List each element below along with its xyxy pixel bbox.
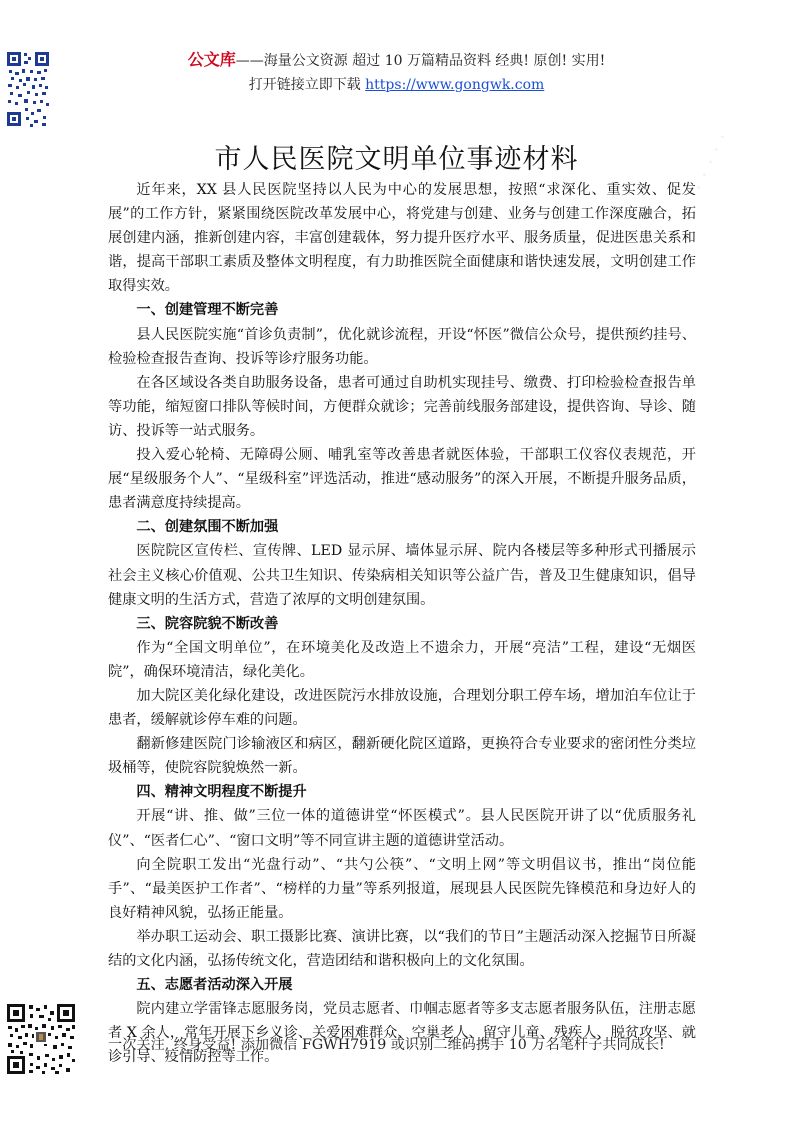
paragraph: 县人民医院实施“首诊负责制”，优化就诊流程，开设“怀医”微信公众号，提供预约挂号、检验检查报告查询、投诉等诊疗服务功能。 <box>108 326 696 367</box>
site-banner <box>0 48 793 97</box>
section-heading: 四、精神文明程度不断提升 <box>136 784 307 801</box>
document-body <box>108 178 696 1069</box>
paragraph: 翻新修建医院门诊输液区和病区，翻新硬化院区道路，更换符合专业要求的密闭性分类垃圾桶等，使院容院貌焕然一新。 <box>108 736 696 777</box>
section-heading: 三、院容院貌不断改善 <box>136 615 279 632</box>
paragraph: 院内建立学雷锋志愿服务岗，党员志愿者、巾帼志愿者等多支志愿者服务队伍，注册志愿者 X 余人，常年开展下乡义诊、关爱困难群众、空巢老人、留守儿童、残疾人、脱贫攻坚、就诊引导、疫情防控等工作。 <box>108 1001 696 1066</box>
footer-note: 一次关注, 终身受益! 添加微信 FGWH7919 或识别二维码携手 10 万名笔杆子共同成长! <box>108 1037 665 1053</box>
paragraph: 向全院职工发出“光盘行动”、“共勺公筷”、“文明上网”等文明倡议书，推出“岗位能手”、“最美医护工作者”、“榜样的力量”等系列报道，展现县人民医院先锋模范和身边好人的良好精神风貌，弘扬正能量。 <box>108 856 696 921</box>
intro-paragraph: 近年来，XX 县人民医院坚持以人民为中心的发展思想，按照“求深化、重实效、促发展”的工作方针，紧紧围绕医院改革发展中心，将党建与创建、业务与创建工作深度融合，拓展创建内涵，推新创建内容，丰富创建载体，努力提升医疗水平、服务质量，促进医患关系和谐，提高干部职工素质及整体文明程度，有力助推医院全面健康和谐快速发展，文明创建工作取得实效。 <box>108 182 696 295</box>
site-link[interactable]: https://www.gongwk.com <box>365 77 545 93</box>
banner-row-2 <box>0 73 793 97</box>
paragraph: 开展“讲、推、做”三位一体的道德讲堂“怀医模式”。县人民医院开讲了以“优质服务礼仪”、“医者仁心”、“窗口文明”等不同宣讲主题的道德讲堂活动。 <box>108 808 696 849</box>
section-heading: 五、志愿者活动深入开展 <box>136 977 293 994</box>
banner-row-1 <box>0 48 793 73</box>
download-text: 打开链接立即下载 <box>248 77 361 93</box>
paragraph: 在各区域设各类自助服务设备，患者可通过自助机实现挂号、缴费、打印检验检查报告单等功能，缩短窗口排队等候时间，方便群众就诊；完善前线服务部建设，提供咨询、导诊、随访、投诉等一站式服务。 <box>108 374 696 439</box>
paragraph: 举办职工运动会、职工摄影比赛、演讲比赛，以“我们的节日”主题活动深入挖掘节日所凝结的文化内涵，弘扬传统文化，营造团结和谐积极向上的文化氛围。 <box>108 928 696 969</box>
watermark: · · · · · <box>686 128 737 197</box>
banner-tagline: ——海量公文资源 超过 10 万篇精品资料 经典! 原创! 实用! <box>235 53 606 69</box>
paragraph: 加大院区美化绿化建设，改进医院污水排放设施，合理划分职工停车场，增加泊车位让于患者，缓解就诊停车难的问题。 <box>108 687 696 729</box>
paragraph: 医院院区宣传栏、宣传牌、LED 显示屏、墙体显示屏、院内各楼层等多种形式刊播展示社会主义核心价值观、公共卫生知识、传染病相关知识等公益广告，普及卫生健康知识，倡导健康文明的生活方式，营造了浓厚的文明创建氛围。 <box>108 543 696 608</box>
document-title: 市人民医院文明单位事迹材料 <box>214 144 579 175</box>
qr-code-icon <box>6 1003 76 1075</box>
section-heading: 二、创建氛围不断加强 <box>136 519 279 536</box>
section-heading: 一、创建管理不断完善 <box>136 302 279 319</box>
brand-name: 公文库 <box>187 50 236 69</box>
paragraph: 投入爱心轮椅、无障碍公厕、哺乳室等改善患者就医体验，干部职工仪容仪表规范，开展“星级服务个人”、“星级科室”评选活动，推进“感动服务”的深入开展，不断提升服务品质，患者满意度持续提高。 <box>108 447 696 512</box>
paragraph: 作为“全国文明单位”，在环境美化及改造上不遗余力，开展“亮洁”工程，建设“无烟医院”，确保环境清洁，绿化美化。 <box>108 639 696 680</box>
